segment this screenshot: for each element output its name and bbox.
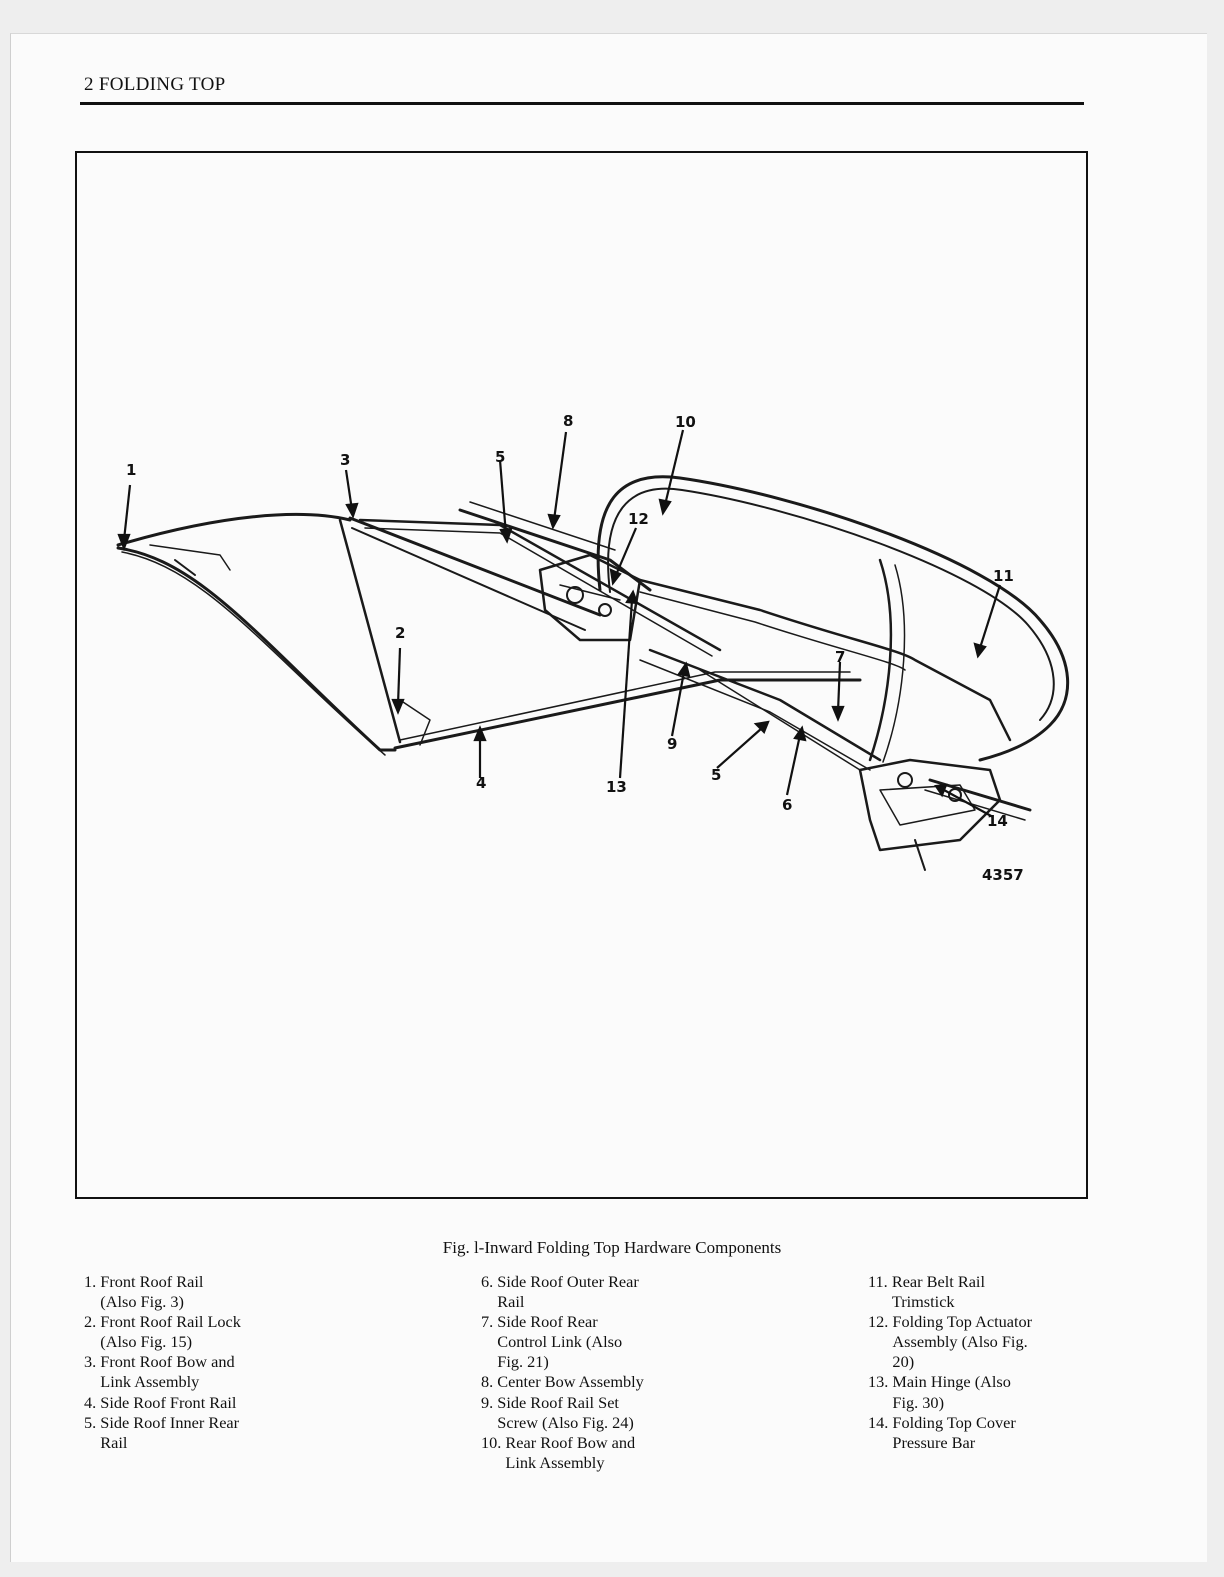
legend-item: 13. Main Hinge (Also Fig. 30): [868, 1372, 1011, 1412]
legend-text: Side Roof Front Rail: [100, 1392, 237, 1412]
front-roof-rail: [118, 514, 350, 545]
legend-text: Side Roof Rear Control Link (Also Fig. 21): [497, 1312, 623, 1372]
callout-6: 6: [782, 796, 793, 814]
legend-text: Main Hinge (Also Fig. 30): [892, 1372, 1011, 1412]
callout-5a: 5: [495, 448, 506, 466]
callout-1: 1: [126, 461, 137, 479]
legend-text: Side Roof Rail Set Screw (Also Fig. 24): [497, 1392, 634, 1432]
callout-12: 12: [628, 510, 649, 528]
callout-14: 14: [987, 812, 1008, 830]
legend-column-1: [84, 1272, 444, 1453]
main-hinge: [860, 760, 1000, 850]
legend-item: 4. Side Roof Front Rail: [84, 1392, 237, 1412]
callout-4: 4: [476, 774, 487, 792]
legend-text: Folding Top Cover Pressure Bar: [892, 1412, 1016, 1452]
legend-item: 11. Rear Belt Rail Trimstick: [868, 1272, 985, 1312]
legend-item: 8. Center Bow Assembly: [481, 1372, 644, 1392]
legend-item: 1. Front Roof Rail (Also Fig. 3): [84, 1272, 204, 1312]
rear-belt-rail: [640, 580, 1010, 740]
rear-roof-bow: [598, 477, 1068, 760]
legend-text: Rear Belt Rail Trimstick: [891, 1272, 985, 1312]
figure-caption: Fig. l-Inward Folding Top Hardware Components: [442, 1238, 782, 1257]
callout-8: 8: [563, 412, 574, 430]
legend-text: Center Bow Assembly: [497, 1372, 644, 1392]
legend-item: 12. Folding Top Actuator Assembly (Also Fig. 20): [868, 1312, 1033, 1372]
page-header: 2 FOLDING TOP: [84, 74, 226, 95]
legend-text: Folding Top Actuator Assembly (Also Fig. 20): [892, 1312, 1033, 1372]
legend-item: 3. Front Roof Bow and Link Assembly: [84, 1352, 235, 1392]
legend-text: Front Roof Rail Lock (Also Fig. 15): [100, 1312, 241, 1352]
callout-9: 9: [667, 735, 678, 753]
legend-item: 5. Side Roof Inner Rear Rail: [84, 1412, 240, 1452]
legend-item: 9. Side Roof Rail Set Screw (Also Fig. 24): [481, 1392, 634, 1432]
callout-7: 7: [835, 648, 846, 666]
callout-11: 11: [993, 567, 1014, 585]
callout-3: 3: [340, 451, 351, 469]
legend-text: Front Roof Bow and Link Assembly: [100, 1352, 235, 1392]
callout-10: 10: [675, 413, 696, 431]
figure-number: 4357: [982, 866, 1024, 884]
legend-item: 2. Front Roof Rail Lock (Also Fig. 15): [84, 1312, 241, 1352]
legend-column-2: [481, 1272, 781, 1473]
legend-text: Side Roof Outer Rear Rail: [497, 1272, 639, 1312]
legend-item: 14. Folding Top Cover Pressure Bar: [868, 1412, 1016, 1452]
legend-item: 6. Side Roof Outer Rear Rail: [481, 1272, 639, 1312]
legend-text: Side Roof Inner Rear Rail: [100, 1412, 240, 1452]
legend-item: 10. Rear Roof Bow and Link Assembly: [481, 1432, 636, 1472]
legend-text: Front Roof Rail (Also Fig. 3): [100, 1272, 204, 1312]
callout-5b: 5: [711, 766, 722, 784]
legend-column-3: [868, 1272, 1128, 1453]
callout-13: 13: [606, 778, 627, 796]
legend-item: 7. Side Roof Rear Control Link (Also Fig. 21): [481, 1312, 623, 1372]
side-roof-front-rail: [360, 520, 720, 650]
callout-2: 2: [395, 624, 406, 642]
legend-text: Rear Roof Bow and Link Assembly: [505, 1432, 636, 1472]
